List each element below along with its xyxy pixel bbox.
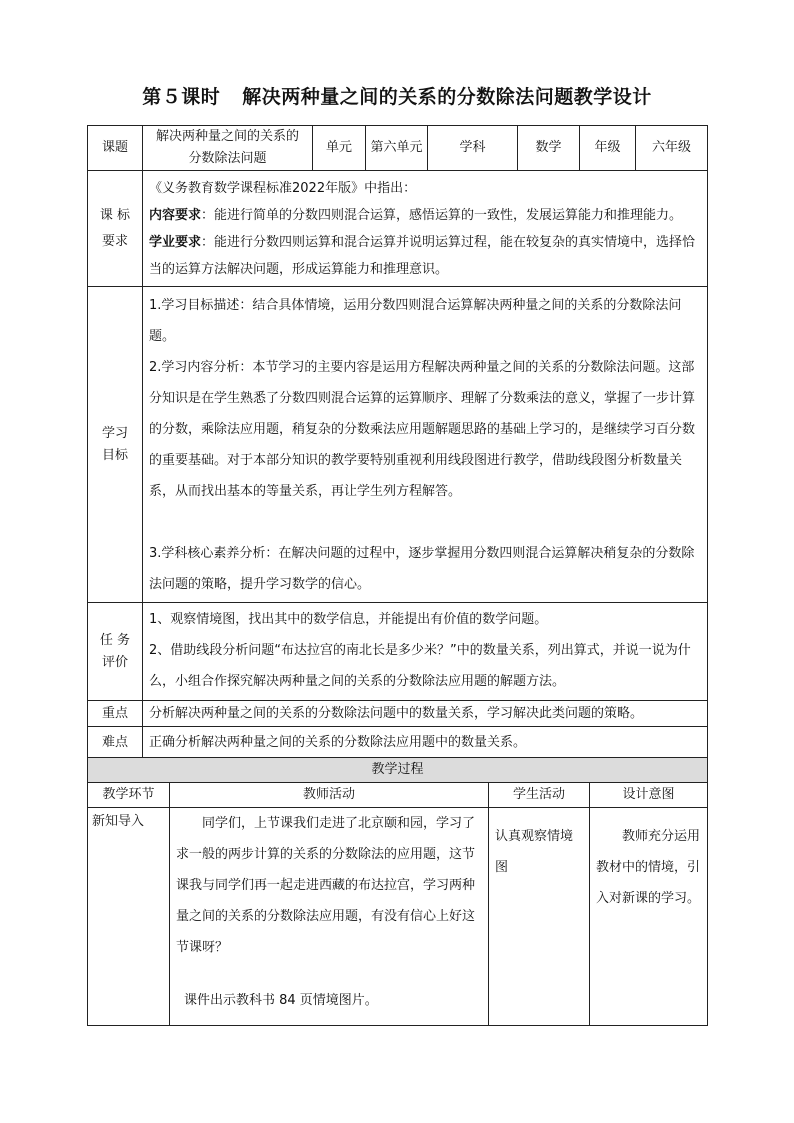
- unit-value: 第六单元: [366, 126, 428, 171]
- lesson-info-table: [87, 125, 708, 759]
- subject-value: 数学: [518, 126, 580, 171]
- key-point-text: 分析解决两种量之间的关系的分数除法问题中的数量关系，学习解决此类问题的策略。: [143, 701, 708, 727]
- grade-value: 六年级: [636, 126, 708, 171]
- difficulty-row: [88, 727, 708, 759]
- process-header-row: [88, 758, 708, 783]
- info-row: [88, 126, 708, 171]
- standards-row: [88, 171, 708, 287]
- key-point-label: 重点: [88, 701, 143, 727]
- objective-description: 1.学习目标描述：结合具体情境，运用分数四则混合运算解决两种量之间的关系的分数除法问题。: [149, 298, 682, 344]
- topic-line2: 分数除法问题: [188, 151, 267, 166]
- process-columns-row: [88, 783, 708, 808]
- lesson-number: 第５课时: [142, 86, 221, 108]
- difficulty-text: 正确分析解决两种量之间的关系的分数除法应用题中的数量关系。: [143, 727, 708, 759]
- content-requirement-text: ：能进行简单的分数四则混合运算，感悟运算的一致性，发展运算能力和推理能力。: [201, 208, 683, 223]
- topic-value: [143, 126, 313, 171]
- difficulty-label: 难点: [88, 727, 143, 759]
- objectives-label-line2: 目标: [101, 447, 128, 463]
- process-row-intro: [88, 808, 708, 1026]
- topic-label: 课题: [88, 126, 143, 171]
- col-stage: 教学环节: [88, 783, 170, 808]
- student-activity: 认真观察情境图: [489, 808, 590, 1026]
- evaluation-label-line2: 评价: [101, 654, 128, 670]
- topic-line1: 解决两种量之间的关系的: [155, 129, 299, 144]
- evaluation-item-1: 1、观察情境图，找出其中的数学信息，并能提出有价值的数学问题。: [149, 612, 548, 627]
- teacher-activity: [170, 808, 489, 1026]
- content-requirement-label: 内容要求: [149, 208, 202, 223]
- col-design: 设计意图: [590, 783, 708, 808]
- core-literacy-analysis: 3.学科核心素养分析：在解决问题的过程中，逐步掌握用分数四则混合运算解决稍复杂的分数除法问题的策略，提升学习数学的信心。: [149, 546, 695, 592]
- stage-name: 新知导入: [88, 808, 170, 1026]
- process-header: 教学过程: [88, 758, 708, 783]
- col-student: 学生活动: [489, 783, 590, 808]
- objectives-label: [88, 287, 143, 603]
- col-teacher: 教师活动: [170, 783, 489, 808]
- evaluation-content: [143, 603, 708, 701]
- standards-content: [143, 171, 708, 287]
- content-requirement: [149, 202, 701, 229]
- academic-requirement-text: ：能进行分数四则运算和混合运算并说明运算过程，能在较复杂的真实情境中，选择恰当的运算方法解决问题，形成运算能力和推理意识。: [149, 235, 696, 277]
- evaluation-label: [88, 603, 143, 701]
- objectives-row: [88, 287, 708, 603]
- standards-intro: 《义务教育数学课程标准2022年版》中指出：: [149, 181, 417, 196]
- academic-requirement: [149, 229, 701, 283]
- objectives-content: [143, 287, 708, 603]
- evaluation-label-line1: 任 务: [99, 632, 131, 648]
- grade-label: 年级: [580, 126, 636, 171]
- standards-label: 课 标 要求: [88, 171, 143, 287]
- key-point-row: [88, 701, 708, 727]
- unit-label: 单元: [313, 126, 366, 171]
- teacher-activity-intro: 同学们，上节课我们走进了北京颐和园，学习了求一般的两步计算的关系的分数除法的应用题，这节课我与同学们再一起走进西藏的布达拉宫，学习两种量之间的关系的分数除法应用题，有没有信心上好这节课呀？: [176, 816, 476, 955]
- evaluation-row: [88, 603, 708, 701]
- page-title: [0, 82, 794, 109]
- teacher-activity-courseware: 课件出示教科书 84 页情境图片。: [184, 993, 378, 1008]
- evaluation-item-2: 2、借助线段分析问题“布达拉宫的南北长是多少米？”中的数量关系，列出算式，并说一说为什么，小组合作探究解决两种量之间的关系的分数除法应用题的解题方法。: [149, 643, 691, 689]
- objectives-label-line1: 学习: [101, 425, 128, 441]
- academic-requirement-label: 学业要求: [149, 235, 202, 250]
- design-intent: 教师充分运用教材中的情境，引入对新课的学习。: [590, 808, 708, 1026]
- content-analysis: 2.学习内容分析：本节学习的主要内容是运用方程解决两种量之间的关系的分数除法问题。这部分知识是在学生熟悉了分数四则混合运算的运算顺序、理解了分数乘法的意义，掌握了一步计算的分数，乘除法应用题，稍复杂的分数乘法应用题解题思路的基础上学习的，是继续学习百分数的重要基础。对于本部分知识的教学要特别重视利用线段图进行教学，借助线段图分析数量关系，从而找出基本的等量关系，再让学生列方程解答。: [149, 360, 696, 499]
- lesson-topic: 解决两种量之间的关系的分数除法问题教学设计: [242, 86, 652, 108]
- subject-label: 学科: [428, 126, 518, 171]
- teaching-process-table: [87, 757, 708, 1026]
